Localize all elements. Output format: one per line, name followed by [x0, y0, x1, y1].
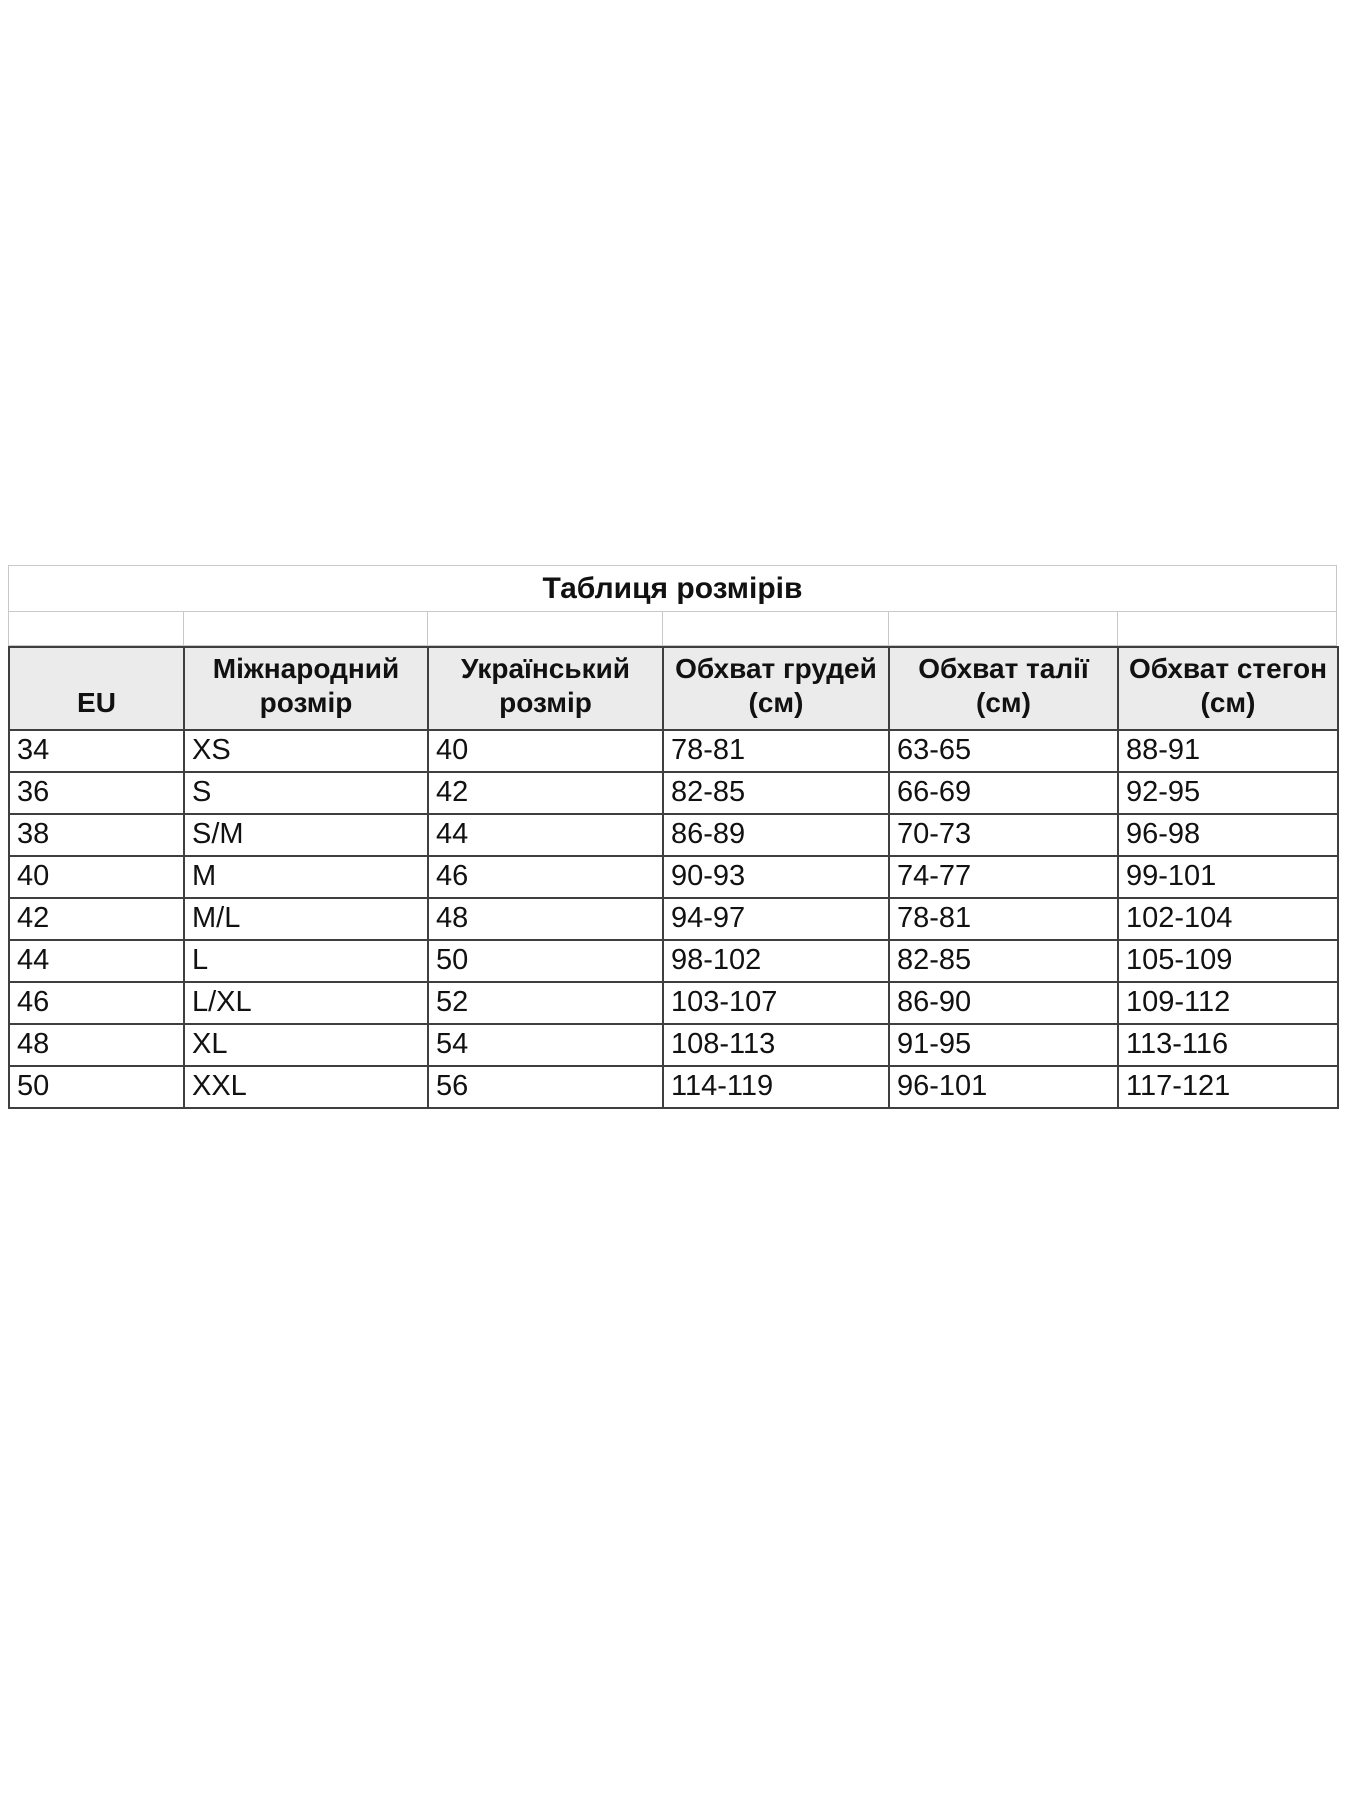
table-cell: 91-95 [889, 1024, 1118, 1066]
column-header: Обхват стегон (см) [1118, 647, 1338, 730]
table-cell: 96-101 [889, 1066, 1118, 1108]
table-title-row [8, 565, 1337, 612]
column-header: Обхват грудей (см) [663, 647, 889, 730]
table-cell: 108-113 [663, 1024, 889, 1066]
table-row [9, 898, 1338, 940]
size-chart [8, 565, 1337, 1109]
table-cell: XXL [184, 1066, 428, 1108]
table-cell: 78-81 [889, 898, 1118, 940]
table-cell: 50 [9, 1066, 184, 1108]
table-title: Таблиця розмірів [542, 571, 803, 605]
table-cell: XS [184, 730, 428, 772]
table-cell: 105-109 [1118, 940, 1338, 982]
column-header: Український розмір [428, 647, 663, 730]
table-cell: 42 [9, 898, 184, 940]
table-cell: 82-85 [663, 772, 889, 814]
table-cell: 102-104 [1118, 898, 1338, 940]
table-cell: M/L [184, 898, 428, 940]
table-cell: 46 [9, 982, 184, 1024]
table-cell: 82-85 [889, 940, 1118, 982]
table-cell: M [184, 856, 428, 898]
table-row [9, 1066, 1338, 1108]
spacer-cell [184, 612, 428, 645]
column-header: Міжнародний розмір [184, 647, 428, 730]
table-cell: 44 [428, 814, 663, 856]
table-cell: 34 [9, 730, 184, 772]
table-cell: 96-98 [1118, 814, 1338, 856]
table-cell: 54 [428, 1024, 663, 1066]
size-table [8, 646, 1339, 1109]
table-cell: 117-121 [1118, 1066, 1338, 1108]
table-row [9, 982, 1338, 1024]
table-cell: S/M [184, 814, 428, 856]
table-cell: 66-69 [889, 772, 1118, 814]
table-row [9, 856, 1338, 898]
table-cell: 92-95 [1118, 772, 1338, 814]
table-cell: 40 [9, 856, 184, 898]
table-cell: 38 [9, 814, 184, 856]
table-cell: 46 [428, 856, 663, 898]
column-header: Обхват талії (см) [889, 647, 1118, 730]
table-cell: 40 [428, 730, 663, 772]
table-cell: 36 [9, 772, 184, 814]
table-cell: 86-90 [889, 982, 1118, 1024]
table-row [9, 772, 1338, 814]
table-row [9, 814, 1338, 856]
spacer-cell [889, 612, 1118, 645]
table-row [9, 730, 1338, 772]
table-body [9, 730, 1338, 1108]
table-cell: 109-112 [1118, 982, 1338, 1024]
header-row [9, 647, 1338, 730]
column-header: EU [9, 647, 184, 730]
table-cell: 88-91 [1118, 730, 1338, 772]
table-cell: 48 [428, 898, 663, 940]
table-row [9, 1024, 1338, 1066]
spacer-cell [1118, 612, 1336, 645]
table-cell: 50 [428, 940, 663, 982]
table-cell: 86-89 [663, 814, 889, 856]
spacer-cell [9, 612, 184, 645]
spacer-cell [428, 612, 663, 645]
table-cell: 94-97 [663, 898, 889, 940]
table-cell: 48 [9, 1024, 184, 1066]
table-cell: 56 [428, 1066, 663, 1108]
table-row [9, 940, 1338, 982]
table-cell: 63-65 [889, 730, 1118, 772]
table-cell: 70-73 [889, 814, 1118, 856]
table-cell: 114-119 [663, 1066, 889, 1108]
table-cell: 113-116 [1118, 1024, 1338, 1066]
table-cell: 44 [9, 940, 184, 982]
table-cell: 103-107 [663, 982, 889, 1024]
table-cell: 78-81 [663, 730, 889, 772]
table-cell: 42 [428, 772, 663, 814]
spacer-row [8, 612, 1337, 646]
table-cell: 99-101 [1118, 856, 1338, 898]
table-cell: L [184, 940, 428, 982]
table-cell: S [184, 772, 428, 814]
table-cell: 98-102 [663, 940, 889, 982]
table-cell: XL [184, 1024, 428, 1066]
table-cell: 52 [428, 982, 663, 1024]
spacer-cell [663, 612, 889, 645]
table-cell: L/XL [184, 982, 428, 1024]
table-cell: 74-77 [889, 856, 1118, 898]
table-cell: 90-93 [663, 856, 889, 898]
